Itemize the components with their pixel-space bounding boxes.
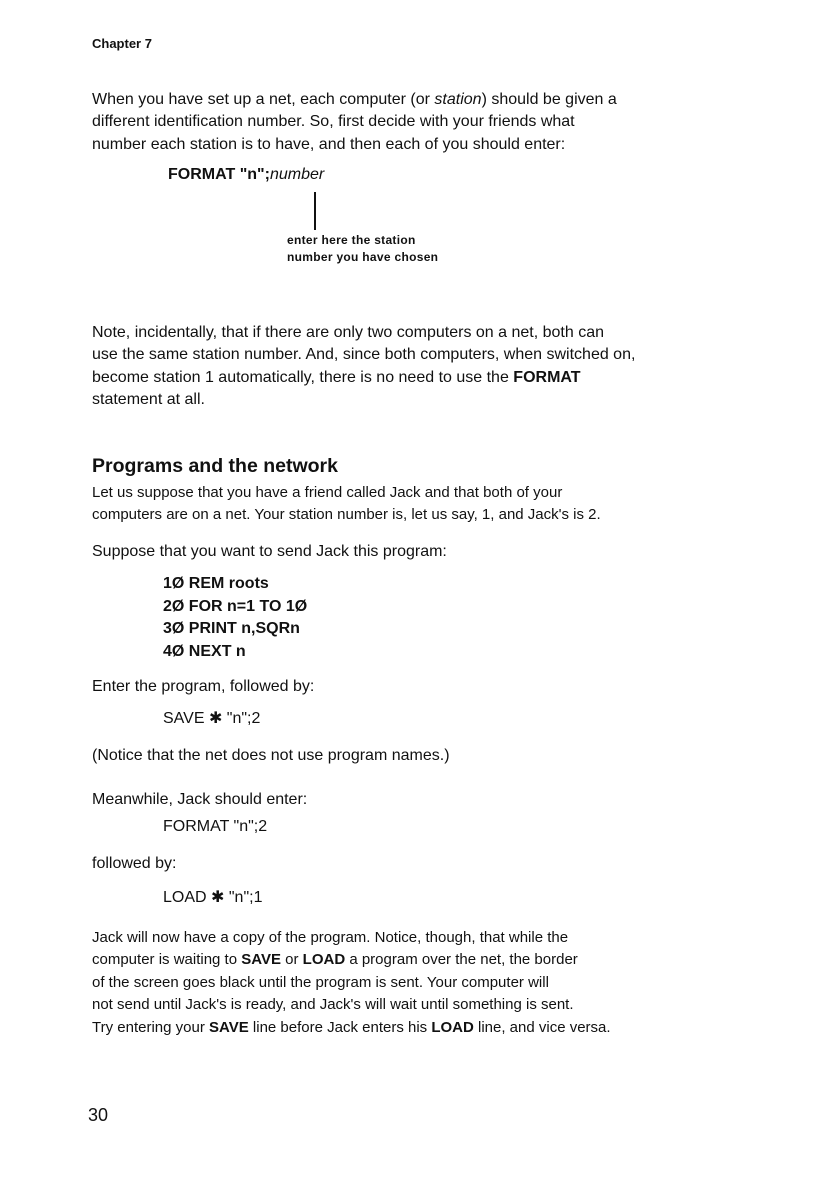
enter-program-text: Enter the program, followed by: — [92, 678, 315, 695]
final-paragraph: Jack will now have a copy of the program. Notice, though, that while the computer is waiting to SAVE or LOAD a program over the net, the border of the screen goes black until the program is sent. Your computer will not send until Jack's is ready, and Jack's will wait until something is sent. Try entering your SAVE line before Jack enters his LOAD line, and vice versa. — [92, 929, 611, 1036]
station-term: station — [434, 91, 482, 108]
notice-text: (Notice that the net does not use program names.) — [92, 747, 450, 764]
send-intro: Suppose that you want to send Jack this program: — [92, 543, 447, 560]
intro-paragraph: When you have set up a net, each computer (or station) should be given a different identification number. So, first decide with your friends what number each station is to have, and then each of you should enter: — [92, 91, 617, 153]
followed-by-text: followed by: — [92, 855, 177, 872]
format-statement: FORMAT "n";number — [168, 166, 325, 183]
suppose-paragraph: Let us suppose that you have a friend called Jack and that both of your computers are on a net. Your station number is, let us say, 1, and Jack's is 2. — [92, 484, 601, 524]
number-param: number — [269, 166, 325, 183]
section-heading: Programs and the network — [92, 455, 338, 477]
program-line: 4Ø NEXT n — [163, 642, 246, 660]
save-command: SAVE ✱ "n";2 — [163, 710, 261, 727]
meanwhile-text: Meanwhile, Jack should enter: — [92, 791, 308, 808]
format2-command: FORMAT "n";2 — [163, 818, 268, 835]
callout-note: enter here the station number you have chosen — [287, 233, 439, 264]
program-line: 2Ø FOR n=1 TO 1Ø — [163, 597, 308, 615]
callout-pointer-line — [314, 192, 316, 230]
program-line: 3Ø PRINT n,SQRn — [163, 620, 300, 638]
program-listing — [163, 573, 307, 663]
program-line: 1Ø REM roots — [163, 575, 269, 592]
chapter-label: Chapter 7 — [92, 36, 152, 51]
load-command: LOAD ✱ "n";1 — [163, 889, 263, 906]
note-paragraph: Note, incidentally, that if there are only two computers on a net, both can use the same station number. And, since both computers, when switched on, become station 1 automatically, there is no need to use the FORMAT statement at all. — [92, 324, 636, 409]
page-number: 30 — [88, 1105, 109, 1125]
